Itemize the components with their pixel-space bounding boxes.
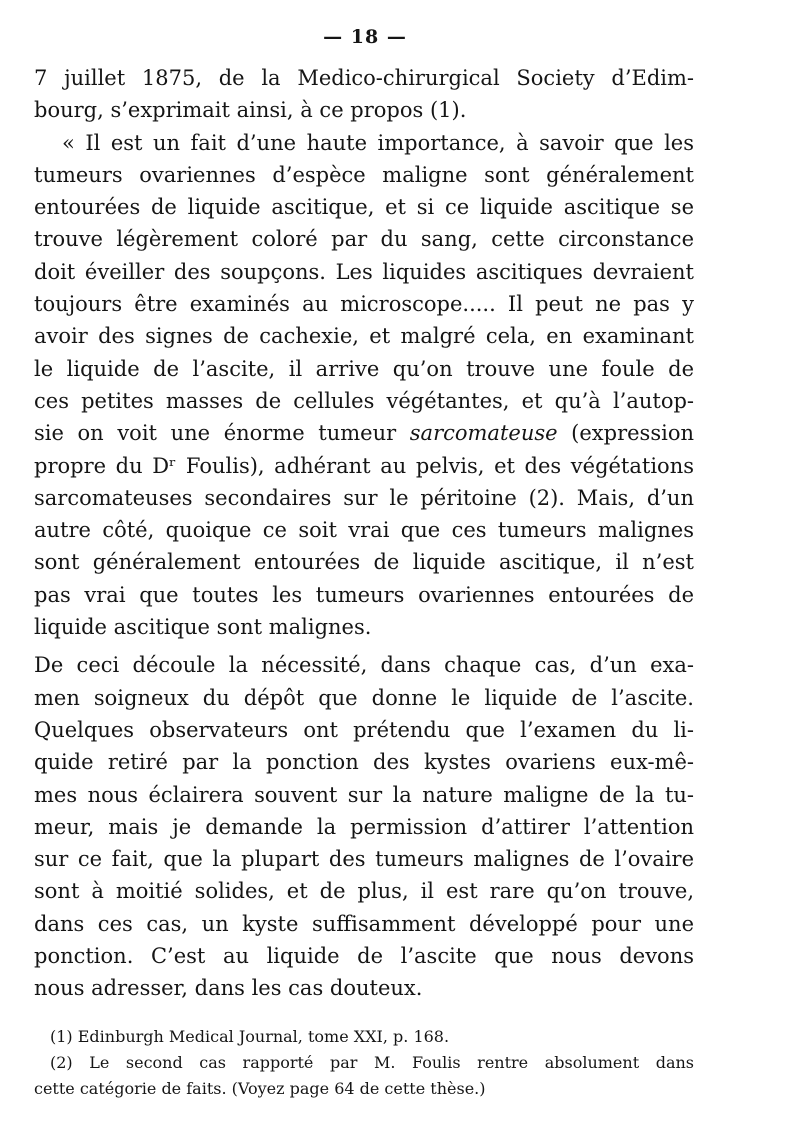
text-line: mes nous éclairera souvent sur la nature maligne de la tu- — [34, 782, 694, 807]
text-line: propre du Dʳ Foulis), adhérant au pelvis, et des végétations — [34, 453, 694, 478]
text-line: trouve légèrement coloré par du sang, cette circonstance — [34, 227, 694, 252]
text-line: sarcomateuses secondaires sur le péritoine (2). Mais, d’un — [34, 485, 694, 510]
text-line: liquide ascitique sont malignes. — [34, 615, 372, 640]
text-line: sont à moitié solides, et de plus, il est rare qu’on trouve, — [34, 879, 694, 904]
text-line: ces petites masses de cellules végétantes, et qu’à l’autop- — [34, 388, 694, 413]
text-line: autre côté, quoique ce soit vrai que ces tumeurs malignes — [34, 518, 694, 543]
footnotes — [34, 1024, 694, 1102]
footnote-2: (2) Le second cas rapporté par M. Foulis rentre absolument dans — [50, 1053, 694, 1072]
text-line: avoir des signes de cachexie, et malgré cela, en examinant — [34, 324, 694, 349]
text-line: quide retiré par la ponction des kystes ovariens eux-mê- — [34, 750, 694, 775]
text-line: meur, mais je demande la permission d’attirer l’attention — [34, 814, 694, 839]
text-line: Quelques observateurs ont prétendu que l’examen du li- — [34, 717, 694, 742]
footnote-2-continued: cette catégorie de faits. (Voyez page 64 de cette thèse.) — [34, 1079, 486, 1098]
italic-term: sarcomateuse — [409, 421, 558, 446]
text-line: toujours être examinés au microscope..... Il peut ne pas y — [34, 292, 694, 317]
text-line: pas vrai que toutes les tumeurs ovariennes entourées de — [34, 582, 694, 607]
text-line: le liquide de l’ascite, il arrive qu’on trouve une foule de — [34, 356, 694, 381]
text-line: sie on voit une énorme tumeur sarcomateuse (expression — [34, 421, 694, 446]
text-line: doit éveiller des soupçons. Les liquides ascitiques devraient — [34, 259, 694, 284]
text-line: 7 juillet 1875, de la Medico-chirurgical Society d’Edim- — [34, 66, 694, 90]
text-line: De ceci découle la nécessité, dans chaque cas, d’un exa- — [34, 653, 694, 678]
text-line: entourées de liquide ascitique, et si ce liquide ascitique se — [34, 195, 694, 220]
text-line: « Il est un fait d’une haute importance, à savoir que les — [62, 130, 694, 155]
page-number: — 18 — — [323, 26, 407, 48]
text-line: sur ce fait, que la plupart des tumeurs malignes de l’ovaire — [34, 847, 694, 872]
footnote-1: (1) Edinburgh Medical Journal, tome XXI, p. 168. — [50, 1027, 450, 1046]
text-line: ponction. C’est au liquide de l’ascite que nous devons — [34, 944, 694, 969]
text-line: sont généralement entourées de liquide ascitique, il n’est — [34, 550, 694, 575]
text-line: men soigneux du dépôt que donne le liquide de l’ascite. — [34, 685, 694, 710]
text-line: tumeurs ovariennes d’espèce maligne sont généralement — [34, 162, 694, 187]
text-line: dans ces cas, un kyste suffisamment développé pour une — [34, 911, 694, 936]
text-line: nous adresser, dans les cas douteux. — [34, 976, 423, 1001]
body-text — [34, 62, 694, 1005]
text-line: bourg, s’exprimait ainsi, à ce propos (1). — [34, 98, 467, 123]
